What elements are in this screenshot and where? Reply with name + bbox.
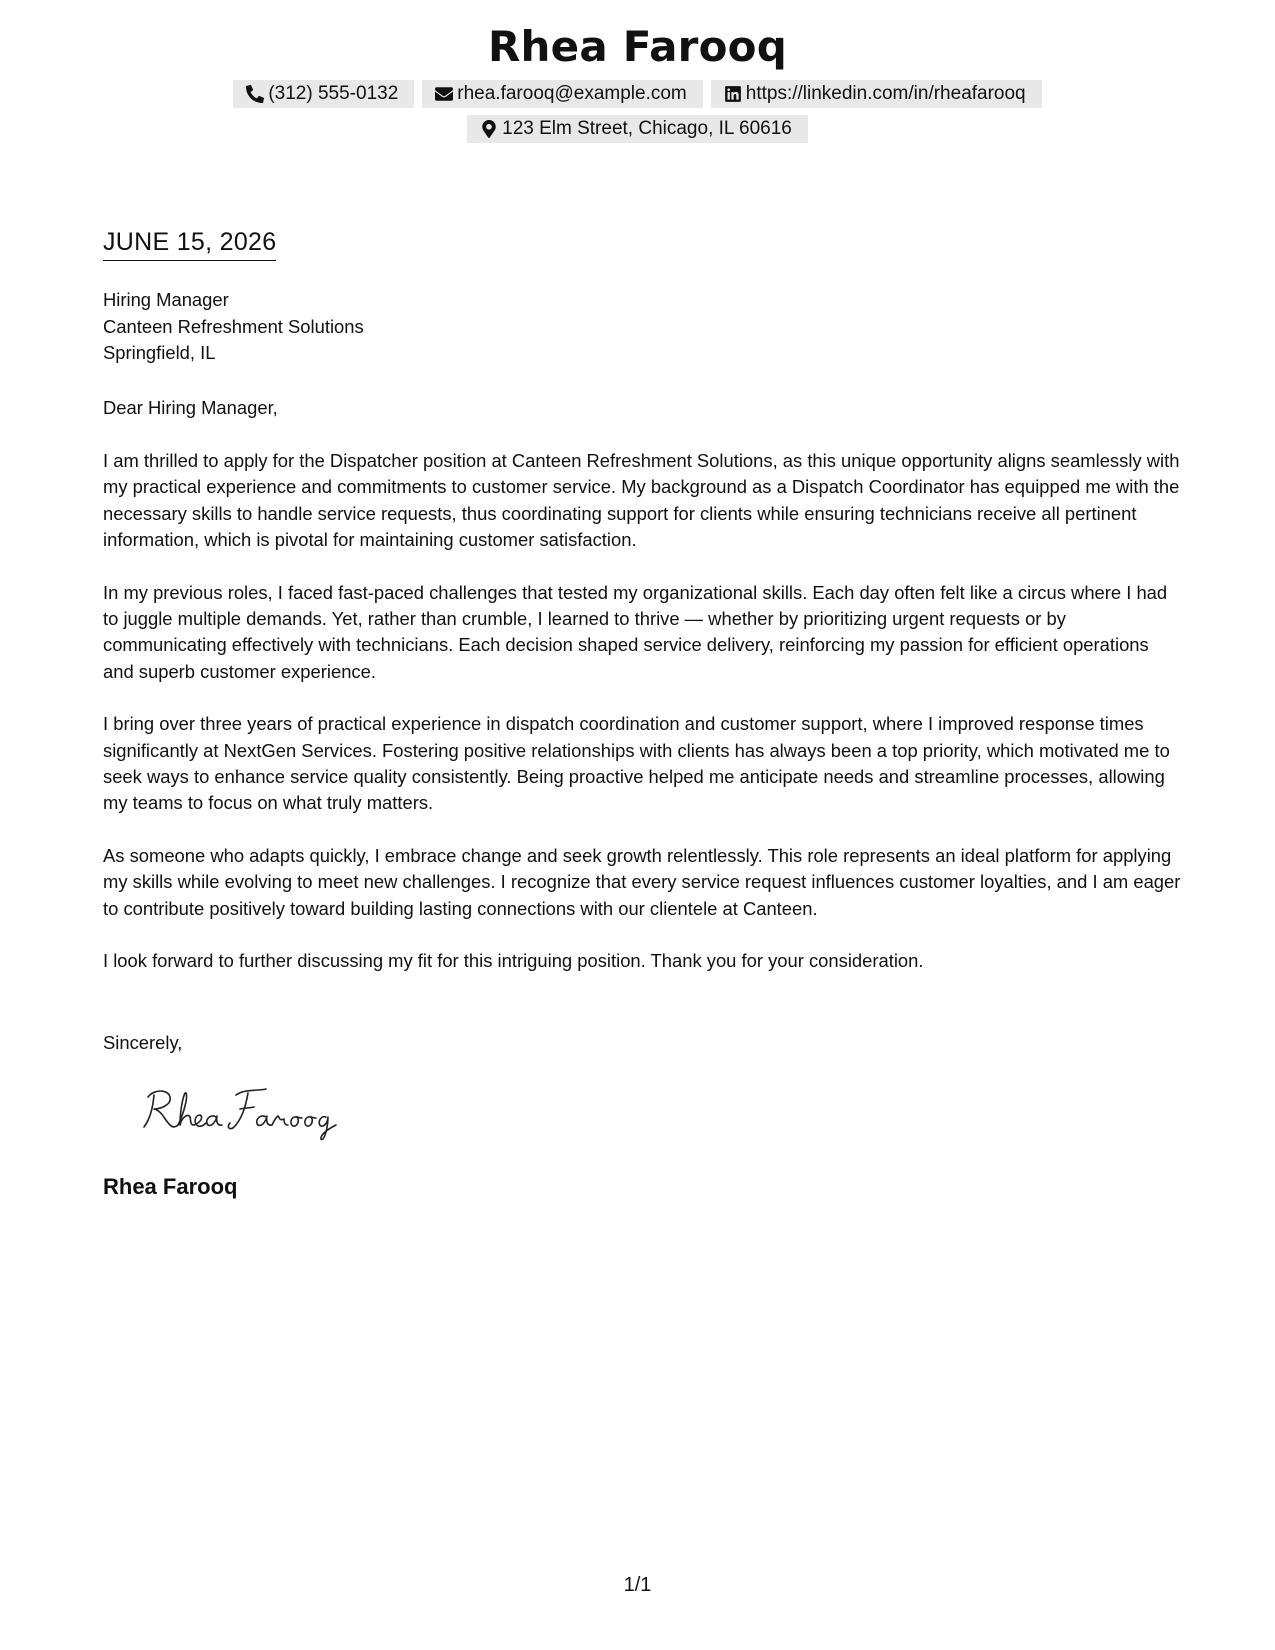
recipient-title: Hiring Manager [103,289,229,310]
linkedin-text: https://linkedin.com/in/rheafarooq [745,83,1026,104]
linkedin-chip [711,80,1042,108]
phone-icon [246,85,264,103]
phone-text: (312) 555-0132 [268,83,399,104]
closing: Sincerely, [103,1032,183,1053]
applicant-name-heading: Rhea Farooq [488,22,787,71]
recipient-block [103,287,1178,367]
salutation: Dear Hiring Manager, [103,397,278,418]
contact-row [0,80,1275,108]
page-number: 1/1 [623,1574,652,1596]
signer-name: Rhea Farooq [103,1174,238,1199]
phone-chip [233,80,414,108]
body-paragraph: I am thrilled to apply for the Dispatcher position at Canteen Refreshment Solutions, as this unique opportunity aligns seamlessly with my practical experience and commitments to customer service. My background as a Dispatch Coordinator has equipped me with the necessary skills to handle service requests, thus coordinating support for clients while ensuring technicians receive all pertinent information, which is pivotal for maintaining customer satisfaction. [103,450,1180,551]
envelope-icon [435,85,453,103]
linkedin-icon [724,85,742,103]
letter-body [103,448,1181,1001]
recipient-company: Canteen Refreshment Solutions [103,315,364,337]
address-text: 123 Elm Street, Chicago, IL 60616 [502,118,792,139]
letter-date: JUNE 15, 2026 [103,228,276,261]
recipient-location: Springfield, IL [103,342,216,363]
address-chip [467,115,808,143]
map-pin-icon [480,120,498,138]
handwritten-signature [140,1083,340,1143]
body-paragraph: I bring over three years of practical experience in dispatch coordination and customer support, where I improved response times significantly at NextGen Services. Fostering positive relationships with clients has always been a top priority, which motivated me to seek ways to enhance service quality consistently. Being proactive helped me anticipate needs and streamline processes, allowing my teams to focus on what truly matters. [103,713,1170,814]
contact-row-address [0,115,1275,143]
body-paragraph: I look forward to further discussing my fit for this intriguing position. Thank you for your consideration. [103,950,924,972]
email-text: rhea.farooq@example.com [457,83,687,104]
email-chip [422,80,702,108]
body-paragraph: As someone who adapts quickly, I embrace change and seek growth relentlessly. This role represents an ideal platform for applying my skills while evolving to meet new challenges. I recognize that every service request influences customer loyalties, and I am eager to contribute positively toward building lasting connections with our clientele at Canteen. [103,844,1181,919]
body-paragraph: In my previous roles, I faced fast-paced challenges that tested my organizational skills. Each day often felt like a circus where I had to juggle multiple demands. Yet, rather than crumble, I learned to thrive — whether by prioritizing urgent requests or by communicating effectively with technicians. Each decision shaped service delivery, reinforcing my passion for efficient operations and superb customer experience. [103,581,1168,682]
